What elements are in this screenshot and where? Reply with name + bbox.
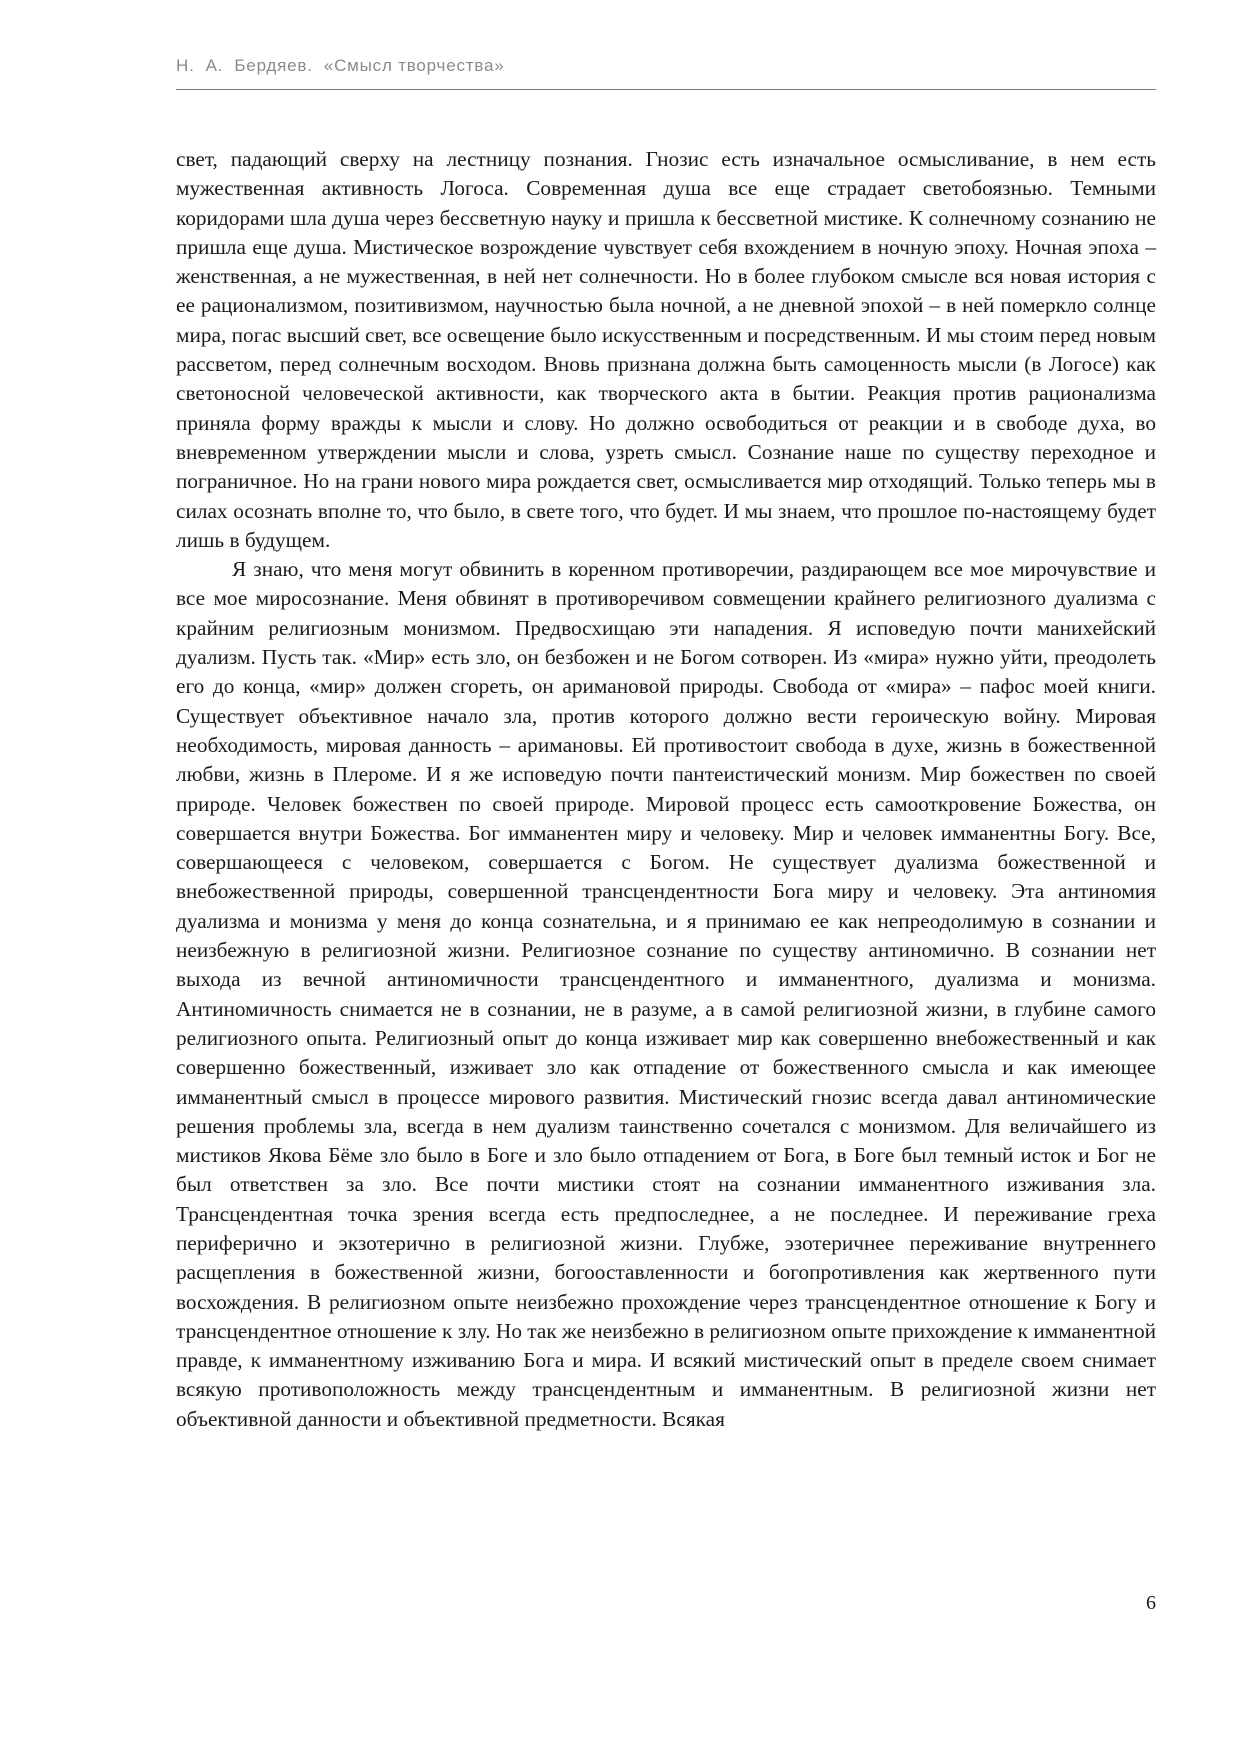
paragraph: Я знаю, что меня могут обвинить в коренном противоречии, раздирающем все мое мирочувствие и все мое миросознание. Меня обвинят в противоречивом совмещении крайнего религиозного дуализма с крайним религиозным монизмом. Предвосхищаю эти нападения. Я исповедую почти манихейский дуализм. Пусть так. «Мир» есть зло, он безбожен и не Богом сотворен. Из «мира» нужно уйти, преодолеть его до конца, «мир» должен сгореть, он аримановой природы. Свобода от «мира» – пафос моей книги. Существует объективное начало зла, против которого должно вести героическую войну. Мировая необходимость, мировая данность – аримановы. Ей противостоит свобода в духе, жизнь в божественной любви, жизнь в Плероме. И я же исповедую почти пантеистический монизм. Мир божествен по своей природе. Человек божествен по своей природе. Мировой процесс есть самооткровение Божества, он совершается внутри Божества. Бог имманентен миру и человеку. Мир и человек имманентны Богу. Все, совершающееся с человеком, совершается с Богом. Не существует дуализма божественной и внебожественной природы, совершенной трансцендентности Бога миру и человеку. Эта антиномия дуализма и монизма у меня до конца сознательна, и я принимаю ее как непреодолимую в сознании и неизбежную в религиозной жизни. Религиозное сознание по существу антиномично. В сознании нет выхода из вечной антиномичности трансцендентного и имманентного, дуализма и монизма. Антиномичность снимается не в сознании, не в разуме, а в самой религиозной жизни, в глубине самого религиозного опыта. Религиозный опыт до конца изживает мир как совершенно внебожественный и как совершенно божественный, изживает зло как отпадение от божественного смысла и как имеющее имманентный смысл в процессе мирового развития. Мистический гнозис всегда давал антиномические решения проблемы зла, всегда в нем дуализм таинственно сочетался с монизмом. Для величайшего из мистиков Якова Бёме зло было в Боге и зло было отпадением от Бога, в Боге был темный исток и Бог не был ответствен за зло. Все почти мистики стоят на сознании имманентного изживания зла. Трансцендентная точка зрения всегда есть предпоследнее, а не последнее. И переживание греха периферично и экзотерично в религиозной жизни. Глубже, эзотеричнее переживание внутреннего расщепления в божественной жизни, богооставленности и богопротивления как жертвенного пути восхождения. В религиозном опыте неизбежно прохождение через трансцендентное отношение к Богу и трансцендентное отношение к злу. Но так же неизбежно в религиозном опыте прихождение к имманентной правде, к имманентному изживанию Бога и мира. И всякий мистический опыт в пределе своем снимает всякую противоположность между трансцендентным и имманентным. В религиозной жизни нет объективной данности и объективной предметности. Всякая (176, 557, 1156, 1431)
body-text (176, 145, 1156, 1434)
running-header: Н. А. Бердяев. «Смысл творчества» (176, 56, 505, 75)
paragraph: свет, падающий сверху на лестницу познания. Гнозис есть изначальное осмысливание, в нем есть мужественная активность Логоса. Современная душа все еще страдает светобоязнью. Темными коридорами шла душа через бессветную науку и пришла к бессветной мистике. К солнечному сознанию не пришла еще душа. Мистическое возрождение чувствует себя вхождением в ночную эпоху. Ночная эпоха – женственная, а не мужественная, в ней нет солнечности. Но в более глубоком смысле вся новая история с ее рационализмом, позитивизмом, научностью была ночной, а не дневной эпохой – в ней померкло солнце мира, погас высший свет, все освещение было искусственным и посредственным. И мы стоим перед новым рассветом, перед солнечным восходом. Вновь признана должна быть самоценность мысли (в Логосе) как светоносной человеческой активности, как творческого акта в бытии. Реакция против рационализма приняла форму вражды к мысли и слову. Но должно освободиться от реакции и в свободе духа, во вневременном утверждении мысли и слова, узреть смысл. Сознание наше по существу переходное и пограничное. Но на грани нового мира рождается свет, осмысливается мир отходящий. Только теперь мы в силах осознать вполне то, что было, в свете того, что будет. И мы знаем, что прошлое по-настоящему будет лишь в будущем. (176, 147, 1156, 552)
page-number: 6 (1146, 1592, 1156, 1614)
header-divider (176, 89, 1156, 90)
